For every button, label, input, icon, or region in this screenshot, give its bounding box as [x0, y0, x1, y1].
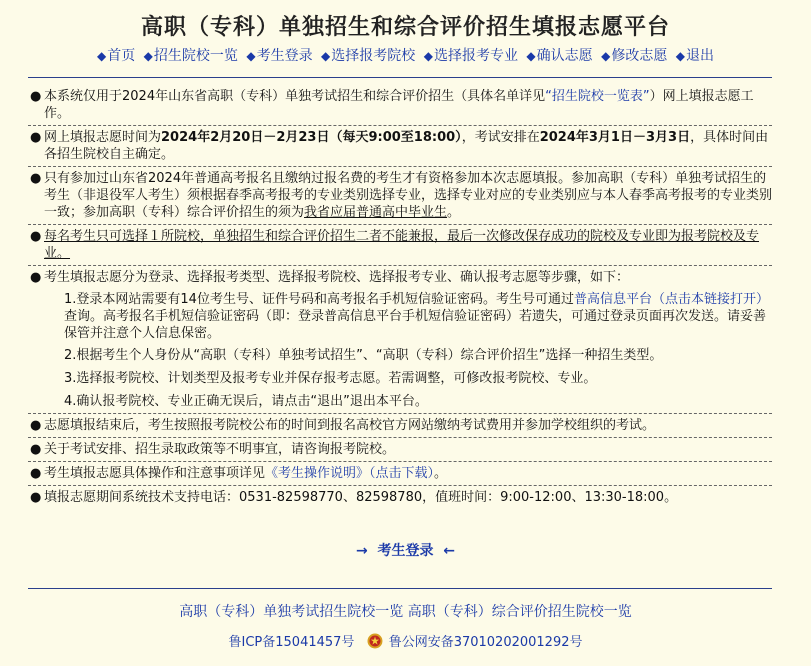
notice-item [28, 441, 772, 458]
step-item [28, 347, 772, 364]
police-badge-icon [367, 633, 383, 649]
bullet-icon: ● [30, 171, 42, 186]
notice-item [28, 88, 772, 122]
arrow-right-icon: → [356, 543, 368, 559]
notice-item [28, 129, 772, 163]
dashed-divider [28, 413, 772, 414]
diamond-icon: ◆ [526, 49, 536, 63]
icp-link[interactable]: 鲁ICP备15041457号 [228, 635, 355, 650]
bullet-icon: ● [30, 466, 42, 481]
notice-item [28, 269, 772, 286]
diamond-icon: ◆ [143, 49, 153, 63]
notice-text: 。 [447, 205, 461, 220]
notice-text: 。 [434, 466, 448, 481]
dashed-divider [28, 485, 772, 486]
footer-single-exam-schools-link[interactable]: 高职（专科）单独考试招生院校一览 [179, 604, 404, 620]
notice-content [28, 88, 772, 506]
bullet-icon: ● [30, 130, 42, 145]
operation-guide-download-link[interactable]: 《考生操作说明》（点击下载） [265, 466, 435, 481]
dashed-divider [28, 166, 772, 167]
notice-date: 2024年2月20日－2月23日（每天9:00至18:00） [161, 130, 462, 145]
notice-item [28, 465, 772, 482]
nav-modify[interactable] [601, 48, 667, 64]
notice-text: ，具体时间由各招生院校自主确定。 [44, 130, 769, 162]
notice-item [28, 489, 772, 506]
notice-item [28, 170, 772, 221]
bullet-icon: ● [30, 490, 42, 505]
nav-confirm[interactable] [526, 48, 592, 64]
dashed-divider [28, 224, 772, 225]
page-title: 高职（专科）单独招生和综合评价招生填报志愿平台 [140, 14, 670, 40]
step-text: 查询。高考报名手机短信验证密码（即：登录普高信息平台手机短信验证密码）若遗失，可通过登录页面再次发送。请妥善保管并注意个人信息保密。 [64, 309, 767, 341]
diamond-icon: ◆ [675, 49, 686, 63]
step-text: 2.根据考生个人身份从“高职（专科）单独考试招生”、“高职（专科）综合评价招生”选择一种招生类型。 [64, 348, 663, 363]
nav-label: 选择报考院校 [331, 48, 416, 64]
notice-text: 考生填报志愿分为登录、选择报考类型、选择报考院校、选择报考专业、确认报考志愿等步骤，如下： [44, 270, 630, 285]
nav-home[interactable] [97, 48, 135, 64]
bullet-icon: ● [30, 442, 42, 457]
nav-label: 考生登录 [256, 48, 313, 64]
dashed-divider [28, 265, 772, 266]
diamond-icon: ◆ [96, 49, 107, 63]
diamond-icon: ◆ [601, 49, 611, 63]
footer-comprehensive-schools-link[interactable]: 高职（专科）综合评价招生院校一览 [407, 604, 632, 620]
footer-links [0, 601, 811, 621]
diamond-icon: ◆ [321, 49, 331, 63]
step-text: 4.确认报考院校、专业正确无误后，请点击“退出”退出本平台。 [64, 394, 428, 409]
nav-select-school[interactable] [321, 48, 415, 64]
notice-text: ，考试安排在 [461, 130, 540, 145]
step-text: 3.选择报考院校、计划类型及报考专业并保存报考志愿。若需调整，可修改报考院校、专业。 [64, 371, 597, 386]
nav-label: 招生院校一览 [153, 48, 238, 64]
dashed-divider [28, 461, 772, 462]
police-record-link[interactable]: 鲁公网安备37010202001292号 [388, 635, 583, 650]
bullet-icon: ● [30, 418, 42, 433]
bottom-divider [28, 588, 772, 589]
step-item [28, 291, 772, 342]
notice-text: 考生填报志愿具体操作和注意事项详见 [44, 466, 266, 481]
schools-list-link[interactable]: “招生院校一览表” [545, 89, 650, 104]
notice-item [28, 228, 772, 262]
top-divider [28, 77, 772, 78]
dashed-divider [28, 437, 772, 438]
main-nav [0, 45, 811, 65]
bullet-icon: ● [30, 229, 42, 244]
diamond-icon: ◆ [246, 49, 256, 63]
notice-text: 只有参加过山东省2024年普通高考报名且缴纳过报名费的考生才有资格参加本次志愿填报。参加高职（专科）单独考试招生的考生（非退役军人考生）须根据春季高考报考的专业类别选择专业，选择专业对应的专业类别应与本人春季高考报考的专业类别一致；参加高职（专科）综合评价招生的须为 [44, 171, 773, 220]
notice-text: 每名考生只可选择１所院校，单独招生和综合评价招生二者不能兼报，最后一次修改保存成功的院校及专业即为报考院校及专业。 [44, 229, 760, 261]
bullet-icon: ● [30, 270, 42, 285]
notice-text: 本系统仅用于2024年山东省高职（专科）单独考试招生和综合评价招生（具体名单详见 [44, 89, 546, 104]
nav-label: 退出 [686, 48, 715, 64]
nav-logout[interactable] [676, 48, 714, 64]
nav-label: 确认志愿 [536, 48, 593, 64]
login-label: 考生登录 [377, 543, 434, 559]
nav-student-login[interactable] [246, 48, 312, 64]
putong-info-platform-link[interactable]: 普高信息平台（点击本链接打开） [573, 292, 769, 307]
arrow-left-icon: ← [443, 543, 455, 559]
step-text: 1.登录本网站需要有14位考生号、证件号码和高考报名手机短信验证密码。考生号可通过 [64, 292, 574, 307]
notice-text: 填报志愿期间系统技术支持电话：0531-82598770、82598780，值班时间：9:00-12:00、13:30-18:00。 [44, 490, 678, 505]
notice-text: 关于考试安排、招生录取政策等不明事宜，请咨询报考院校。 [44, 442, 396, 457]
nav-label: 选择报考专业 [433, 48, 518, 64]
nav-label: 首页 [107, 48, 136, 64]
notice-underlined: 我省应届普通高中毕业生 [304, 205, 448, 220]
diamond-icon: ◆ [423, 49, 433, 63]
dashed-divider [28, 125, 772, 126]
notice-item [28, 417, 772, 434]
bullet-icon: ● [30, 89, 42, 104]
notice-text: 志愿填报结束后，考生按照报考院校公布的时间到报名高校官方网站缴纳考试费用并参加学校组织的考试。 [44, 418, 656, 433]
student-login-link[interactable] [0, 540, 811, 560]
notice-date: 2024年3月1日－3月3日 [539, 130, 691, 145]
step-item [28, 370, 772, 387]
footer-registration [0, 631, 811, 650]
notice-text: 网上填报志愿时间为 [44, 130, 162, 145]
nav-select-major[interactable] [424, 48, 518, 64]
nav-schools-list[interactable] [144, 48, 238, 64]
step-item [28, 393, 772, 410]
nav-label: 修改志愿 [611, 48, 668, 64]
notice-text: ）网上填报志愿工作。 [44, 89, 754, 121]
